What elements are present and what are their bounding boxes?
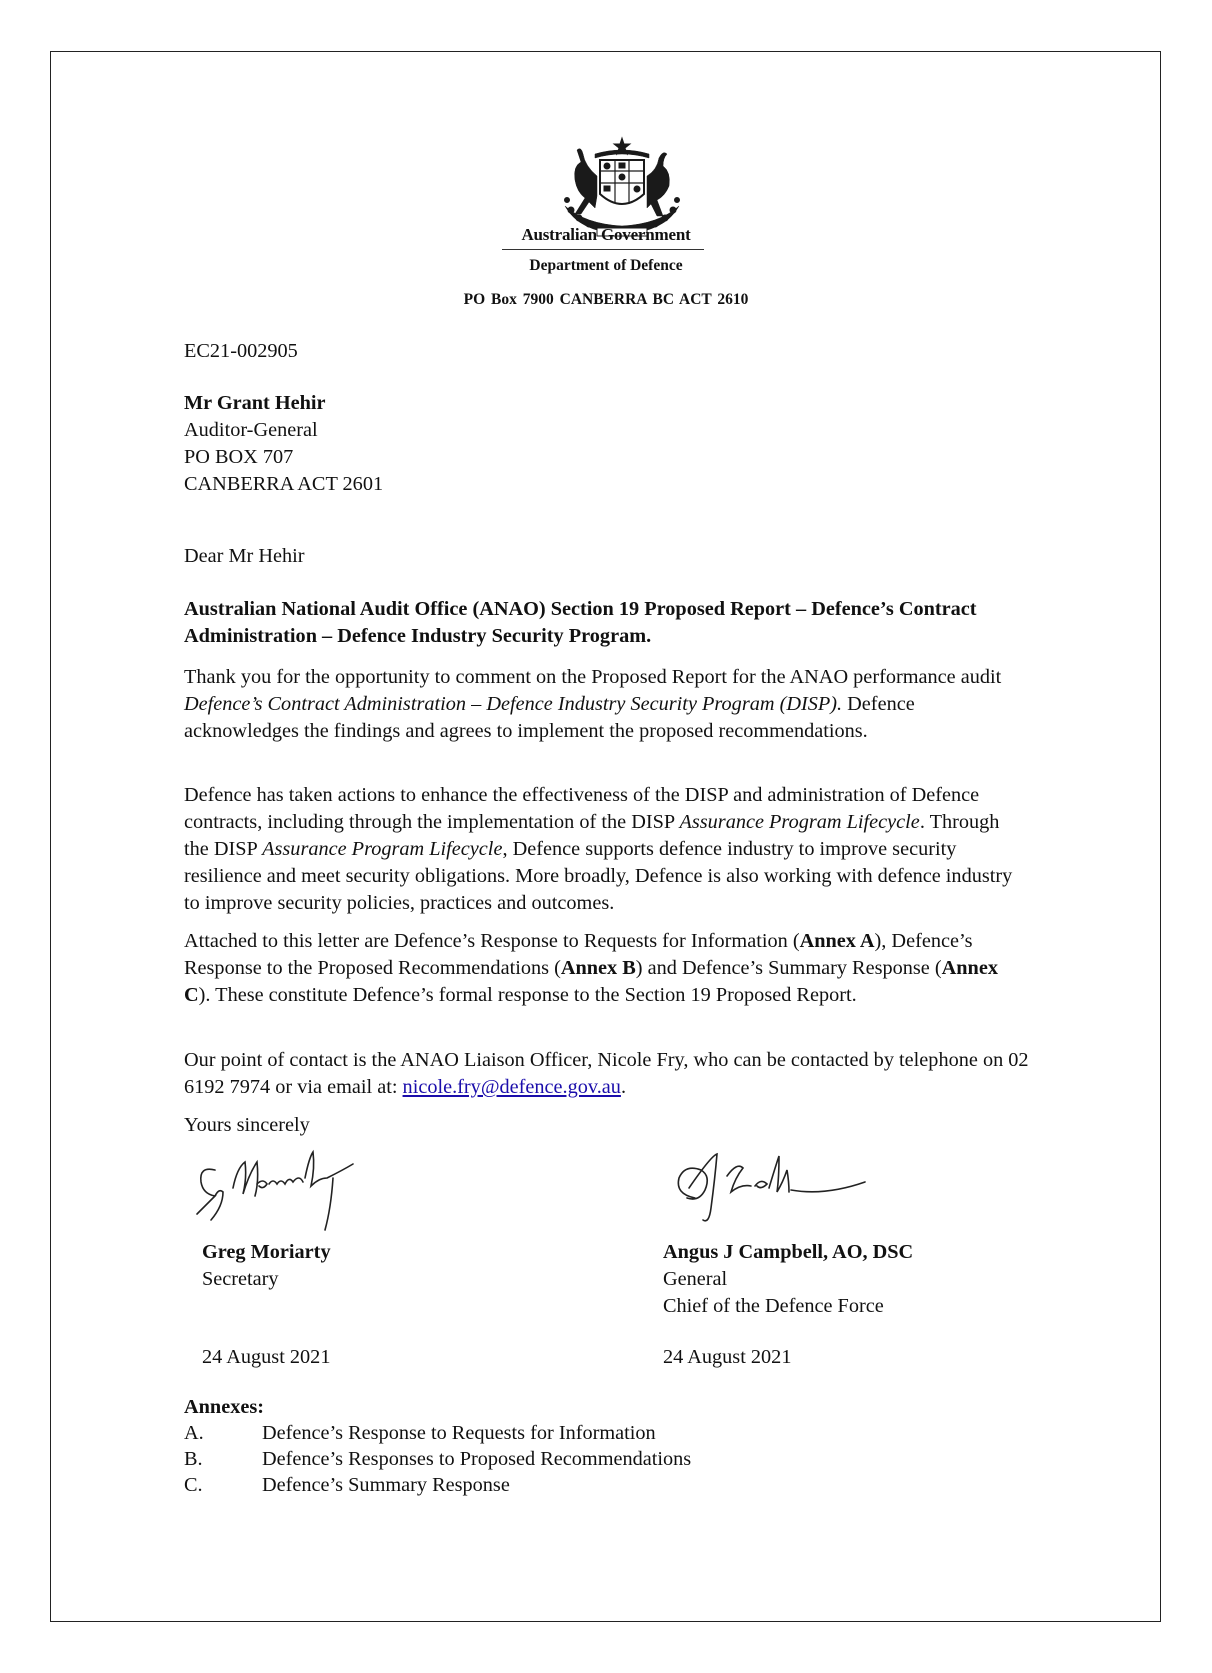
signatory-block <box>663 1239 913 1320</box>
recipient-address-line: CANBERRA ACT 2601 <box>184 473 384 495</box>
recipient-name: Mr Grant Hehir <box>184 392 326 414</box>
italic-term: Assurance Program Lifecycle <box>262 838 503 860</box>
annex-title: Defence’s Responses to Proposed Recommendations <box>262 1448 692 1470</box>
annex-item <box>184 1420 656 1447</box>
annex-reference: Annex C <box>184 957 998 1006</box>
recipient-address-line: PO BOX 707 <box>184 446 294 468</box>
department-address: PO Box 7900 CANBERRA BC ACT 2610 <box>463 291 749 308</box>
signatory-name: Angus J Campbell, AO, DSC <box>663 1241 914 1263</box>
paragraph-3 <box>184 928 1029 1009</box>
text-run: Thank you for the opportunity to comment on the Proposed Report for the ANAO performance audit <box>184 666 1002 688</box>
annex-letter: B. <box>184 1448 203 1470</box>
paragraph-4 <box>184 1047 1029 1101</box>
text-run: , Defence supports defence industry to improve security resilience and meet security obligations. More broadly, Defence is also working with defence industry to improve security policies, practices and outcomes. <box>184 838 1013 914</box>
salutation: Dear Mr Hehir <box>184 545 305 567</box>
annex-reference: Annex B <box>560 957 636 979</box>
government-title: Australian Government <box>521 225 691 244</box>
paragraph-1 <box>184 664 1029 745</box>
italic-term: Assurance Program Lifecycle <box>679 811 920 833</box>
email-link[interactable]: nicole.fry@defence.gov.au <box>402 1076 621 1098</box>
annex-item <box>184 1472 510 1499</box>
annex-letter: A. <box>184 1422 204 1444</box>
text-run: Our point of contact is the ANAO Liaison Officer, Nicole Fry, who can be contacted by telephone on 02 6192 7974 or via email at: <box>184 1049 1029 1098</box>
text-run: ), Defence’s Response to the Proposed Recommendations ( <box>184 930 973 979</box>
letterhead-divider <box>502 249 704 250</box>
text-run: Defence has taken actions to enhance the effectiveness of the DISP and administration of Defence contracts, including through the implementation of the DISP <box>184 784 980 833</box>
signatory-role: Chief of the Defence Force <box>663 1295 884 1317</box>
text-run: . <box>620 1076 627 1098</box>
closing: Yours sincerely <box>184 1114 310 1136</box>
annex-item <box>184 1446 691 1473</box>
recipient-block <box>184 390 383 498</box>
annex-title: Defence’s Response to Requests for Information <box>262 1422 656 1444</box>
text-run: ). These constitute Defence’s formal response to the Section 19 Proposed Report. <box>198 984 857 1006</box>
annex-letter: C. <box>184 1474 203 1496</box>
subject-line: Australian National Audit Office (ANAO) Section 19 Proposed Report – Defence’s Contract Administration – Defence Industry Security Program. <box>184 598 977 647</box>
annex-reference: Annex A <box>799 930 875 952</box>
signature-campbell <box>665 1148 905 1228</box>
reference-number: EC21-002905 <box>184 340 298 362</box>
paragraph-2 <box>184 782 1029 917</box>
text-run: . Through the DISP <box>184 811 1000 860</box>
annexes-heading: Annexes: <box>184 1396 264 1418</box>
recipient-title: Auditor-General <box>184 419 318 441</box>
text-run: ) and Defence’s Summary Response ( <box>635 957 942 979</box>
signatory-role: Secretary <box>202 1268 279 1290</box>
italic-title: Defence’s Contract Administration – Defence Industry Security Program (DISP). <box>184 693 843 715</box>
signature-date: 24 August 2021 <box>202 1346 331 1368</box>
signatory-role: General <box>663 1268 728 1290</box>
signature-moriarty <box>193 1148 363 1238</box>
signatory-block <box>202 1239 331 1293</box>
text-run: Attached to this letter are Defence’s Response to Requests for Information ( <box>184 930 800 952</box>
department-name: Department of Defence <box>529 257 683 274</box>
signatory-name: Greg Moriarty <box>202 1241 331 1263</box>
annex-title: Defence’s Summary Response <box>262 1474 510 1496</box>
signature-date: 24 August 2021 <box>663 1346 792 1368</box>
text-run: Defence acknowledges the findings and agrees to implement the proposed recommendations. <box>184 693 915 742</box>
